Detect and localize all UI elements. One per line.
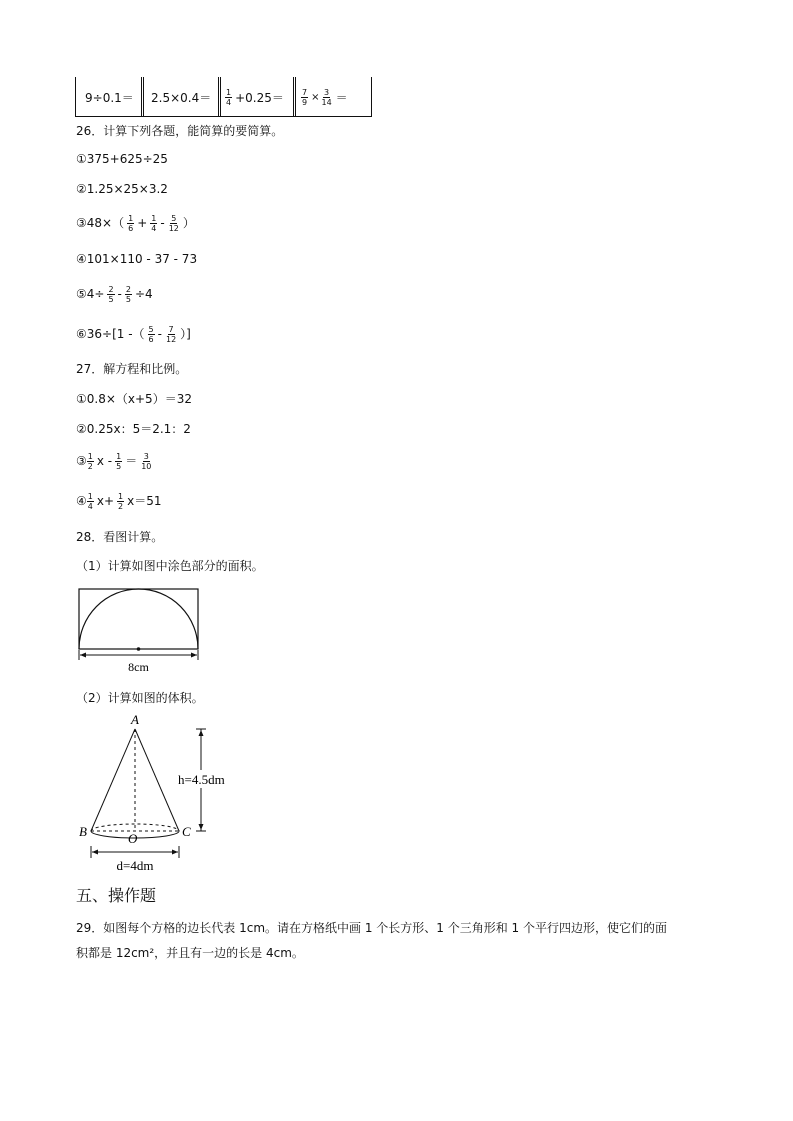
table-cell-3: $\frac{1}{4}$ +0.25＝ (226, 87, 284, 107)
q28-part-2: （2）计算如图的体积。 (76, 691, 204, 705)
q26-item-2: ②1.25×25×3.2 (76, 182, 168, 196)
q26-title: 26．计算下列各题，能简算的要简算。 (76, 124, 284, 138)
q27-item-4: ④ $\frac{1}{4}$ x+ $\frac{1}{2}$ x＝51 (76, 492, 162, 511)
q27-item-3: ③ $\frac{1}{2}$ x - $\frac{1}{5}$ ＝ $\frac{3}{10}$ (76, 452, 152, 471)
table-border-4 (220, 77, 221, 117)
table-border-2 (143, 77, 144, 117)
table-border-6 (295, 77, 296, 117)
q26-item-4: ④101×110 - 37 - 73 (76, 252, 198, 266)
height-label: h=4.5dm (178, 772, 225, 787)
arrow-left-icon (80, 653, 86, 658)
section-heading: 五、操作题 (76, 886, 157, 905)
q26-item-3: ③48×（ $\frac{1}{6}$ + $\frac{1}{4}$ - $\frac{5}{12}$ ） (76, 214, 195, 233)
arrow-right-icon (172, 850, 178, 855)
q26-item-5: ⑤4÷ $\frac{2}{5}$ - $\frac{2}{5}$ ÷4 (76, 285, 153, 304)
q27-item-2: ②0.25x：5＝2.1：2 (76, 422, 191, 436)
table-cell-4: $\frac{7}{9}$ × $\frac{3}{14}$ ＝ (302, 87, 348, 107)
arrow-up-icon (199, 730, 204, 736)
q26-item-6: ⑥36÷[1 -（ $\frac{5}{6}$ - $\frac{7}{12}$ ）] (76, 325, 191, 344)
q27-item-1: ①0.8×（x+5）＝32 (76, 392, 192, 406)
table-border-3 (218, 77, 219, 117)
calc-table-row (75, 77, 372, 117)
table-border-5 (293, 77, 294, 117)
cone-side-left (91, 729, 135, 831)
q29-line-1: 29．如图每个方格的边长代表 1cm。请在方格纸中画 1 个长方形、1 个三角形和 1 个平行四边形，使它们的面 (76, 921, 667, 935)
center-point (137, 647, 141, 651)
q28-part-1: （1）计算如图中涂色部分的面积。 (76, 559, 264, 573)
q28-title: 28．看图计算。 (76, 530, 164, 544)
rectangle-shape (79, 589, 198, 649)
cone-side-right (135, 729, 179, 831)
q26-item-1: ①375+625÷25 (76, 152, 168, 166)
arrow-right-icon (191, 653, 197, 658)
q27-title: 27．解方程和比例。 (76, 362, 188, 376)
table-border-right (371, 77, 372, 117)
table-cell-1: 9÷0.1＝ (85, 90, 134, 105)
arrow-left-icon (92, 850, 98, 855)
table-cell-2: 2.5×0.4＝ (151, 90, 212, 105)
semicircle-rectangle-figure (74, 584, 204, 676)
table-border-1 (141, 77, 142, 117)
diameter-label: d=4dm (116, 858, 154, 873)
table-border-left (75, 77, 76, 117)
semicircle-arc (79, 589, 198, 649)
q29-line-2: 积都是 12cm²，并且有一边的长是 4cm。 (76, 946, 304, 960)
label-c: C (182, 824, 191, 839)
label-o: O (128, 831, 138, 846)
cone-figure (74, 708, 254, 874)
label-b: B (79, 824, 87, 839)
arrow-down-icon (199, 824, 204, 830)
width-label: 8cm (128, 660, 149, 674)
label-a: A (131, 712, 139, 727)
